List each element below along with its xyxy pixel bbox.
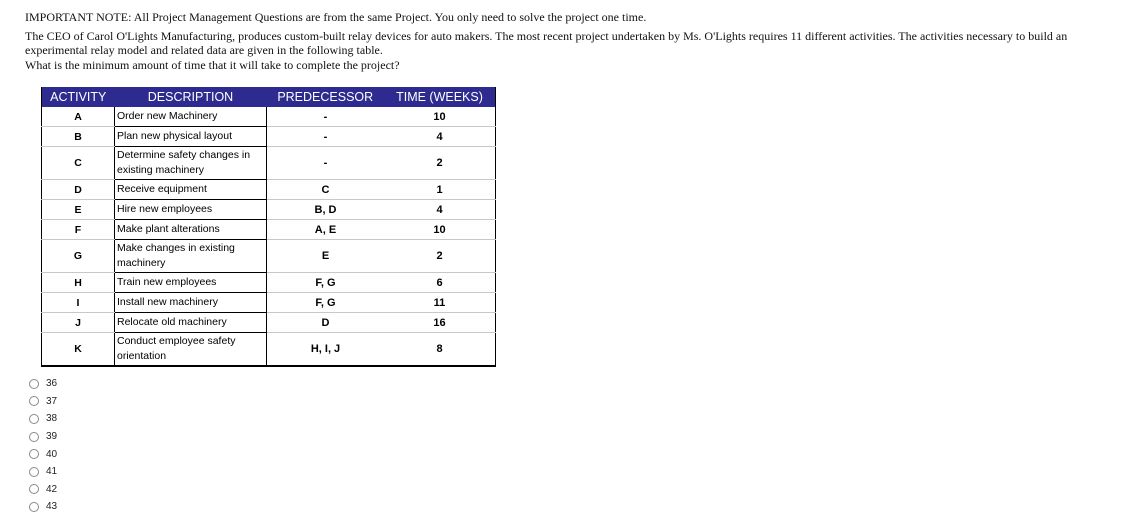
description-cell: Receive equipment	[115, 180, 267, 200]
option-39[interactable]	[29, 428, 57, 446]
header-description: DESCRIPTION	[115, 87, 267, 107]
option-label: 38	[46, 413, 58, 425]
time-cell: 2	[384, 240, 496, 273]
radio-button[interactable]	[29, 467, 39, 477]
option-36[interactable]	[29, 375, 57, 393]
predecessor-cell: -	[267, 147, 385, 180]
description-cell: Plan new physical layout	[115, 127, 267, 147]
activity-cell: E	[42, 200, 115, 220]
predecessor-cell: F, G	[267, 293, 385, 313]
activity-cell: A	[42, 107, 115, 127]
description-cell: Make changes in existing machinery	[115, 240, 267, 273]
description-cell: Conduct employee safety orientation	[115, 333, 267, 367]
activity-cell: F	[42, 220, 115, 240]
description-cell: Relocate old machinery	[115, 313, 267, 333]
radio-button[interactable]	[29, 379, 39, 389]
predecessor-cell: E	[267, 240, 385, 273]
activity-cell: J	[42, 313, 115, 333]
table-row	[42, 240, 496, 273]
activity-cell: C	[42, 147, 115, 180]
time-cell: 11	[384, 293, 496, 313]
radio-button[interactable]	[29, 484, 39, 494]
description-cell: Determine safety changes in existing machinery	[115, 147, 267, 180]
header-activity: ACTIVITY	[42, 87, 115, 107]
description-cell: Hire new employees	[115, 200, 267, 220]
question-intro: The CEO of Carol O'Lights Manufacturing, produces custom-built relay devices for auto makers. The most recent project undertaken by Ms. O'Lights requires 11 different activities. The activities necessary to build an experimental relay model and related data are given in the following table.	[25, 28, 1068, 57]
header-time: TIME (WEEKS)	[384, 87, 496, 107]
time-cell: 8	[384, 333, 496, 367]
predecessor-cell: B, D	[267, 200, 385, 220]
description-cell: Train new employees	[115, 273, 267, 293]
time-cell: 16	[384, 313, 496, 333]
activity-cell: H	[42, 273, 115, 293]
predecessor-cell: A, E	[267, 220, 385, 240]
option-40[interactable]	[29, 445, 57, 463]
option-label: 36	[46, 378, 58, 390]
radio-button[interactable]	[29, 449, 39, 459]
time-cell: 6	[384, 273, 496, 293]
option-38[interactable]	[29, 410, 57, 428]
predecessor-cell: D	[267, 313, 385, 333]
time-cell: 1	[384, 180, 496, 200]
table-row	[42, 293, 496, 313]
table-row	[42, 273, 496, 293]
option-label: 42	[46, 483, 58, 495]
time-cell: 10	[384, 220, 496, 240]
option-37[interactable]	[29, 393, 57, 411]
radio-button[interactable]	[29, 432, 39, 442]
description-cell: Install new machinery	[115, 293, 267, 313]
table-row	[42, 220, 496, 240]
table-row	[42, 180, 496, 200]
predecessor-cell: -	[267, 107, 385, 127]
table-row	[42, 200, 496, 220]
question-text	[25, 10, 1115, 76]
predecessor-cell: F, G	[267, 273, 385, 293]
time-cell: 2	[384, 147, 496, 180]
activity-cell: G	[42, 240, 115, 273]
option-42[interactable]	[29, 481, 57, 499]
table-row	[42, 107, 496, 127]
radio-button[interactable]	[29, 502, 39, 512]
important-note: IMPORTANT NOTE: All Project Management Questions are from the same Project. You only need to solve the project one time.	[25, 10, 647, 24]
header-predecessor: PREDECESSOR	[267, 87, 385, 107]
answer-options	[29, 375, 57, 516]
predecessor-cell: C	[267, 180, 385, 200]
table-row	[42, 127, 496, 147]
activity-cell: I	[42, 293, 115, 313]
time-cell: 4	[384, 127, 496, 147]
option-label: 41	[46, 466, 58, 478]
option-label: 39	[46, 431, 58, 443]
activity-cell: K	[42, 333, 115, 367]
option-43[interactable]	[29, 498, 57, 516]
option-label: 37	[46, 395, 58, 407]
description-cell: Order new Machinery	[115, 107, 267, 127]
radio-button[interactable]	[29, 414, 39, 424]
table-row	[42, 333, 496, 367]
option-41[interactable]	[29, 463, 57, 481]
activity-cell: D	[42, 180, 115, 200]
description-cell: Make plant alterations	[115, 220, 267, 240]
table-row	[42, 313, 496, 333]
radio-button[interactable]	[29, 396, 39, 406]
time-cell: 10	[384, 107, 496, 127]
table-header-row	[42, 87, 496, 107]
question-prompt: What is the minimum amount of time that it will take to complete the project?	[25, 57, 400, 72]
predecessor-cell: -	[267, 127, 385, 147]
option-label: 43	[46, 501, 58, 513]
predecessor-cell: H, I, J	[267, 333, 385, 367]
option-label: 40	[46, 448, 58, 460]
activity-cell: B	[42, 127, 115, 147]
time-cell: 4	[384, 200, 496, 220]
activity-table	[41, 87, 496, 367]
table-row	[42, 147, 496, 180]
